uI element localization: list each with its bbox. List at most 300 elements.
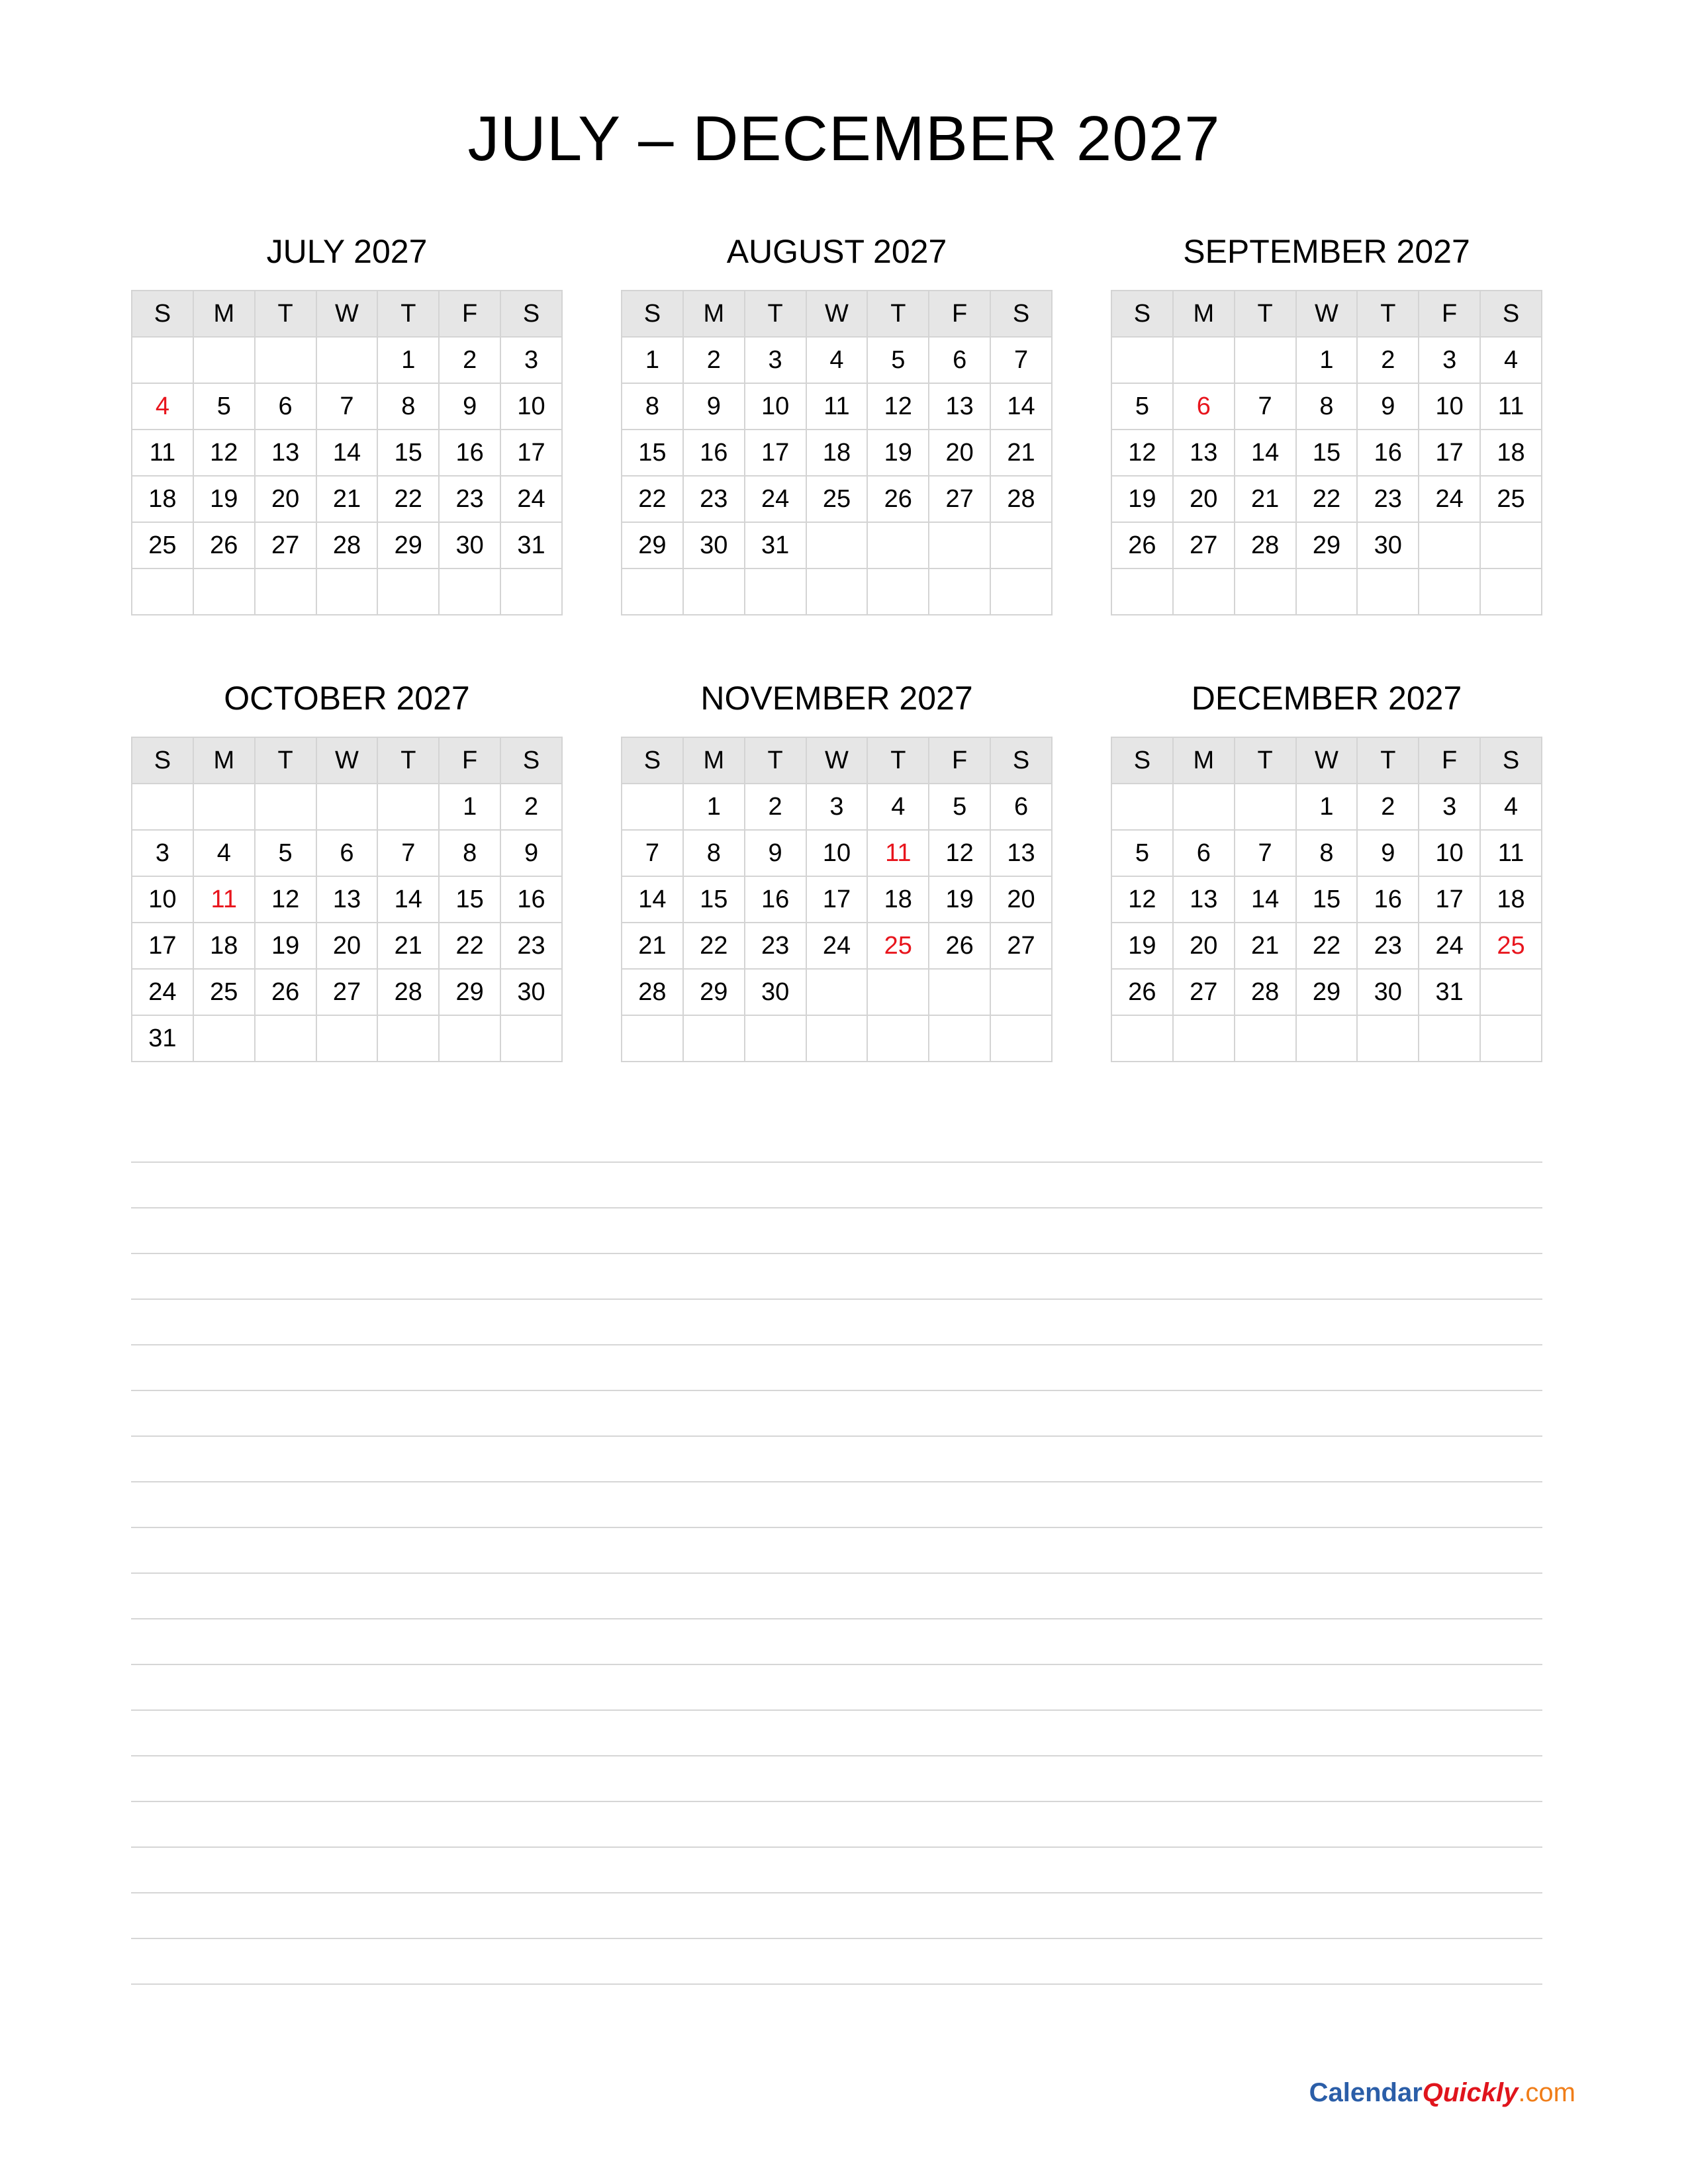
day-cell (745, 1015, 806, 1062)
note-line[interactable] (131, 1391, 1542, 1437)
day-cell (316, 337, 378, 383)
day-cell: 19 (1111, 923, 1173, 969)
note-line[interactable] (131, 1665, 1542, 1711)
day-cell: 21 (1235, 476, 1296, 522)
day-cell: 4 (132, 383, 193, 430)
day-cell: 9 (500, 830, 562, 876)
day-cell (990, 569, 1052, 615)
day-cell (316, 569, 378, 615)
day-cell: 27 (1173, 522, 1235, 569)
day-cell: 19 (1111, 476, 1173, 522)
note-line[interactable] (131, 1254, 1542, 1300)
day-cell: 31 (1419, 969, 1480, 1015)
weekday-header: F (439, 291, 500, 337)
weekday-header: W (316, 737, 378, 784)
day-cell: 13 (1173, 430, 1235, 476)
month-grid (131, 737, 563, 1062)
day-cell (1296, 1015, 1358, 1062)
day-cell: 15 (1296, 876, 1358, 923)
day-cell: 3 (806, 784, 868, 830)
day-cell: 20 (990, 876, 1052, 923)
day-cell: 1 (622, 337, 683, 383)
note-line[interactable] (131, 1939, 1542, 1985)
day-cell: 16 (1357, 876, 1419, 923)
day-cell: 11 (806, 383, 868, 430)
day-cell: 22 (1296, 476, 1358, 522)
month-calendar (131, 678, 563, 1062)
day-cell (316, 1015, 378, 1062)
day-cell: 26 (1111, 969, 1173, 1015)
note-line[interactable] (131, 1574, 1542, 1619)
weekday-header: F (1419, 737, 1480, 784)
day-cell: 7 (1235, 830, 1296, 876)
day-cell: 17 (806, 876, 868, 923)
day-cell: 11 (867, 830, 929, 876)
weekday-header: W (806, 291, 868, 337)
day-cell (806, 522, 868, 569)
day-cell (1235, 569, 1296, 615)
day-cell: 1 (439, 784, 500, 830)
day-cell: 16 (745, 876, 806, 923)
day-cell (1173, 569, 1235, 615)
weekday-header: S (622, 737, 683, 784)
month-calendar (131, 232, 563, 615)
day-cell: 2 (1357, 337, 1419, 383)
weekday-header: T (255, 291, 316, 337)
note-line[interactable] (131, 1437, 1542, 1482)
day-cell (867, 522, 929, 569)
day-cell: 14 (377, 876, 439, 923)
note-line[interactable] (131, 1482, 1542, 1528)
day-cell: 9 (1357, 830, 1419, 876)
day-cell: 6 (1173, 383, 1235, 430)
day-cell: 15 (1296, 430, 1358, 476)
day-cell: 28 (316, 522, 378, 569)
day-cell: 12 (193, 430, 255, 476)
day-cell: 4 (867, 784, 929, 830)
day-cell: 29 (683, 969, 745, 1015)
day-cell: 30 (1357, 969, 1419, 1015)
day-cell: 17 (1419, 430, 1480, 476)
day-cell: 29 (377, 522, 439, 569)
day-cell: 12 (255, 876, 316, 923)
day-cell: 31 (745, 522, 806, 569)
month-grid (621, 737, 1053, 1062)
day-cell (255, 337, 316, 383)
day-cell (500, 569, 562, 615)
day-cell (806, 569, 868, 615)
day-cell (1480, 522, 1542, 569)
day-cell (132, 337, 193, 383)
day-cell: 27 (929, 476, 990, 522)
day-cell (1296, 569, 1358, 615)
day-cell (1111, 1015, 1173, 1062)
weekday-header: M (193, 291, 255, 337)
day-cell: 10 (1419, 830, 1480, 876)
day-cell: 6 (990, 784, 1052, 830)
weekday-header: T (1357, 291, 1419, 337)
day-cell: 11 (1480, 830, 1542, 876)
weekday-header: T (377, 291, 439, 337)
day-cell: 24 (1419, 476, 1480, 522)
day-cell: 5 (255, 830, 316, 876)
month-title: SEPTEMBER 2027 (1183, 233, 1470, 270)
month-title: NOVEMBER 2027 (700, 680, 973, 717)
weekday-header: S (132, 291, 193, 337)
day-cell (1357, 1015, 1419, 1062)
day-cell: 29 (622, 522, 683, 569)
day-cell: 23 (683, 476, 745, 522)
day-cell: 20 (1173, 476, 1235, 522)
day-cell: 11 (132, 430, 193, 476)
page-title: JULY – DECEMBER 2027 (467, 103, 1221, 174)
day-cell (255, 569, 316, 615)
day-cell (255, 784, 316, 830)
day-cell: 24 (1419, 923, 1480, 969)
day-cell: 5 (929, 784, 990, 830)
day-cell: 1 (683, 784, 745, 830)
day-cell: 13 (929, 383, 990, 430)
day-cell (1235, 1015, 1296, 1062)
day-cell: 27 (255, 522, 316, 569)
day-cell: 10 (745, 383, 806, 430)
note-line[interactable] (131, 1208, 1542, 1254)
day-cell (1419, 522, 1480, 569)
day-cell (1357, 569, 1419, 615)
day-cell: 12 (1111, 430, 1173, 476)
day-cell: 23 (1357, 923, 1419, 969)
day-cell: 24 (806, 923, 868, 969)
weekday-header: S (500, 737, 562, 784)
day-cell (929, 1015, 990, 1062)
month-calendar (1111, 232, 1542, 615)
month-grid (621, 290, 1053, 615)
day-cell: 12 (1111, 876, 1173, 923)
day-cell (1173, 1015, 1235, 1062)
day-cell: 9 (439, 383, 500, 430)
day-cell: 2 (439, 337, 500, 383)
day-cell: 25 (806, 476, 868, 522)
day-cell: 12 (929, 830, 990, 876)
day-cell: 17 (500, 430, 562, 476)
day-cell: 26 (867, 476, 929, 522)
day-cell: 27 (990, 923, 1052, 969)
weekday-header: M (683, 291, 745, 337)
weekday-header: F (439, 737, 500, 784)
day-cell: 28 (990, 476, 1052, 522)
day-cell: 15 (439, 876, 500, 923)
day-cell: 10 (500, 383, 562, 430)
day-cell (929, 969, 990, 1015)
day-cell: 13 (316, 876, 378, 923)
day-cell: 25 (132, 522, 193, 569)
day-cell: 28 (1235, 969, 1296, 1015)
day-cell (1111, 569, 1173, 615)
day-cell: 16 (1357, 430, 1419, 476)
day-cell: 7 (1235, 383, 1296, 430)
notes-area (131, 1117, 1542, 1985)
day-cell: 16 (683, 430, 745, 476)
day-cell: 20 (316, 923, 378, 969)
month-calendar (621, 232, 1053, 615)
month-calendar (621, 678, 1053, 1062)
day-cell (929, 569, 990, 615)
day-cell (929, 522, 990, 569)
day-cell: 18 (806, 430, 868, 476)
day-cell: 5 (193, 383, 255, 430)
weekday-header: F (1419, 291, 1480, 337)
weekday-header: T (377, 737, 439, 784)
day-cell: 27 (1173, 969, 1235, 1015)
weekday-header: T (745, 737, 806, 784)
day-cell: 3 (132, 830, 193, 876)
brand-logo[interactable] (1309, 2078, 1575, 2108)
month-calendar (1111, 678, 1542, 1062)
day-cell (439, 569, 500, 615)
day-cell: 17 (132, 923, 193, 969)
day-cell: 3 (1419, 337, 1480, 383)
day-cell: 17 (745, 430, 806, 476)
day-cell: 21 (990, 430, 1052, 476)
note-line[interactable] (131, 1711, 1542, 1756)
day-cell: 6 (316, 830, 378, 876)
day-cell: 6 (255, 383, 316, 430)
weekday-header: S (990, 291, 1052, 337)
day-cell: 22 (439, 923, 500, 969)
day-cell: 4 (806, 337, 868, 383)
day-cell: 21 (1235, 923, 1296, 969)
day-cell (1480, 1015, 1542, 1062)
day-cell: 5 (867, 337, 929, 383)
weekday-header: W (1296, 737, 1358, 784)
day-cell: 24 (132, 969, 193, 1015)
weekday-header: T (1235, 291, 1296, 337)
weekday-header: S (1111, 291, 1173, 337)
weekday-header: M (1173, 291, 1235, 337)
day-cell: 11 (193, 876, 255, 923)
weekday-header: T (745, 291, 806, 337)
day-cell: 21 (377, 923, 439, 969)
day-cell (990, 1015, 1052, 1062)
day-cell: 21 (622, 923, 683, 969)
day-cell: 18 (132, 476, 193, 522)
day-cell: 29 (1296, 522, 1358, 569)
weekday-header: S (1480, 291, 1542, 337)
day-cell (806, 969, 868, 1015)
day-cell (1480, 969, 1542, 1015)
day-cell (132, 569, 193, 615)
day-cell: 22 (622, 476, 683, 522)
day-cell: 23 (439, 476, 500, 522)
weekday-header: W (316, 291, 378, 337)
weekday-header: W (806, 737, 868, 784)
month-title: DECEMBER 2027 (1191, 680, 1462, 717)
day-cell (439, 1015, 500, 1062)
weekday-header: S (1111, 737, 1173, 784)
day-cell: 8 (377, 383, 439, 430)
day-cell: 31 (132, 1015, 193, 1062)
day-cell: 5 (1111, 830, 1173, 876)
day-cell (622, 569, 683, 615)
day-cell (1419, 1015, 1480, 1062)
day-cell: 9 (745, 830, 806, 876)
day-cell (193, 569, 255, 615)
day-cell: 9 (1357, 383, 1419, 430)
weekday-header: S (990, 737, 1052, 784)
day-cell: 28 (622, 969, 683, 1015)
day-cell: 15 (683, 876, 745, 923)
day-cell (1173, 784, 1235, 830)
day-cell: 13 (255, 430, 316, 476)
day-cell (683, 1015, 745, 1062)
day-cell (1111, 784, 1173, 830)
day-cell: 30 (439, 522, 500, 569)
day-cell: 15 (622, 430, 683, 476)
day-cell: 27 (316, 969, 378, 1015)
day-cell: 8 (439, 830, 500, 876)
day-cell: 10 (132, 876, 193, 923)
day-cell: 1 (377, 337, 439, 383)
month-grid (1111, 290, 1542, 615)
day-cell: 14 (622, 876, 683, 923)
month-grid (1111, 737, 1542, 1062)
day-cell: 25 (1480, 476, 1542, 522)
note-line[interactable] (131, 1117, 1542, 1163)
day-cell (132, 784, 193, 830)
day-cell (806, 1015, 868, 1062)
day-cell: 14 (990, 383, 1052, 430)
day-cell: 21 (316, 476, 378, 522)
day-cell: 4 (193, 830, 255, 876)
day-cell (1419, 569, 1480, 615)
day-cell: 6 (1173, 830, 1235, 876)
day-cell: 25 (1480, 923, 1542, 969)
brand-part-com: .com (1518, 2078, 1575, 2107)
note-line[interactable] (131, 1300, 1542, 1345)
weekday-header: M (193, 737, 255, 784)
day-cell (867, 569, 929, 615)
note-line[interactable] (131, 1345, 1542, 1391)
weekday-header: S (1480, 737, 1542, 784)
day-cell (622, 784, 683, 830)
weekday-header: M (683, 737, 745, 784)
day-cell: 30 (683, 522, 745, 569)
note-line[interactable] (131, 1163, 1542, 1208)
note-line[interactable] (131, 1619, 1542, 1665)
day-cell: 8 (1296, 830, 1358, 876)
day-cell: 14 (316, 430, 378, 476)
day-cell: 26 (1111, 522, 1173, 569)
day-cell (990, 522, 1052, 569)
day-cell (377, 569, 439, 615)
day-cell: 6 (929, 337, 990, 383)
day-cell: 30 (1357, 522, 1419, 569)
day-cell: 11 (1480, 383, 1542, 430)
day-cell: 2 (683, 337, 745, 383)
day-cell: 13 (990, 830, 1052, 876)
day-cell: 10 (1419, 383, 1480, 430)
month-title: OCTOBER 2027 (224, 680, 470, 717)
day-cell: 18 (193, 923, 255, 969)
day-cell (745, 569, 806, 615)
weekday-header: S (622, 291, 683, 337)
day-cell (622, 1015, 683, 1062)
day-cell: 19 (929, 876, 990, 923)
day-cell: 8 (622, 383, 683, 430)
note-line[interactable] (131, 1528, 1542, 1574)
day-cell: 31 (500, 522, 562, 569)
day-cell (1235, 784, 1296, 830)
day-cell: 2 (1357, 784, 1419, 830)
day-cell: 4 (1480, 784, 1542, 830)
weekday-header: W (1296, 291, 1358, 337)
day-cell (255, 1015, 316, 1062)
day-cell: 18 (1480, 876, 1542, 923)
weekday-header: T (867, 737, 929, 784)
weekday-header: T (1235, 737, 1296, 784)
weekday-header: F (929, 291, 990, 337)
day-cell (1173, 337, 1235, 383)
day-cell (193, 337, 255, 383)
day-cell: 1 (1296, 784, 1358, 830)
day-cell: 30 (500, 969, 562, 1015)
weekday-header: S (500, 291, 562, 337)
day-cell: 7 (316, 383, 378, 430)
day-cell (1111, 337, 1173, 383)
day-cell (500, 1015, 562, 1062)
day-cell: 19 (255, 923, 316, 969)
day-cell (990, 969, 1052, 1015)
day-cell: 23 (745, 923, 806, 969)
month-grid (131, 290, 563, 615)
brand-part-calendar: Calendar (1309, 2078, 1423, 2107)
day-cell: 3 (500, 337, 562, 383)
day-cell: 7 (377, 830, 439, 876)
day-cell: 10 (806, 830, 868, 876)
brand-part-quickly: Quickly (1422, 2078, 1519, 2107)
day-cell (377, 784, 439, 830)
note-line[interactable] (131, 1756, 1542, 1802)
day-cell: 18 (867, 876, 929, 923)
day-cell: 8 (683, 830, 745, 876)
day-cell (377, 1015, 439, 1062)
day-cell: 17 (1419, 876, 1480, 923)
day-cell (683, 569, 745, 615)
day-cell: 30 (745, 969, 806, 1015)
day-cell: 25 (193, 969, 255, 1015)
day-cell: 18 (1480, 430, 1542, 476)
note-line[interactable] (131, 1893, 1542, 1939)
day-cell: 22 (683, 923, 745, 969)
day-cell: 14 (1235, 876, 1296, 923)
day-cell: 4 (1480, 337, 1542, 383)
day-cell: 13 (1173, 876, 1235, 923)
day-cell: 19 (193, 476, 255, 522)
day-cell: 16 (439, 430, 500, 476)
day-cell (1235, 337, 1296, 383)
day-cell: 22 (1296, 923, 1358, 969)
day-cell: 29 (1296, 969, 1358, 1015)
note-line[interactable] (131, 1848, 1542, 1893)
day-cell: 23 (500, 923, 562, 969)
day-cell: 3 (1419, 784, 1480, 830)
day-cell: 20 (255, 476, 316, 522)
day-cell: 26 (929, 923, 990, 969)
weekday-header: T (1357, 737, 1419, 784)
day-cell: 2 (745, 784, 806, 830)
note-line[interactable] (131, 1802, 1542, 1848)
day-cell: 26 (193, 522, 255, 569)
